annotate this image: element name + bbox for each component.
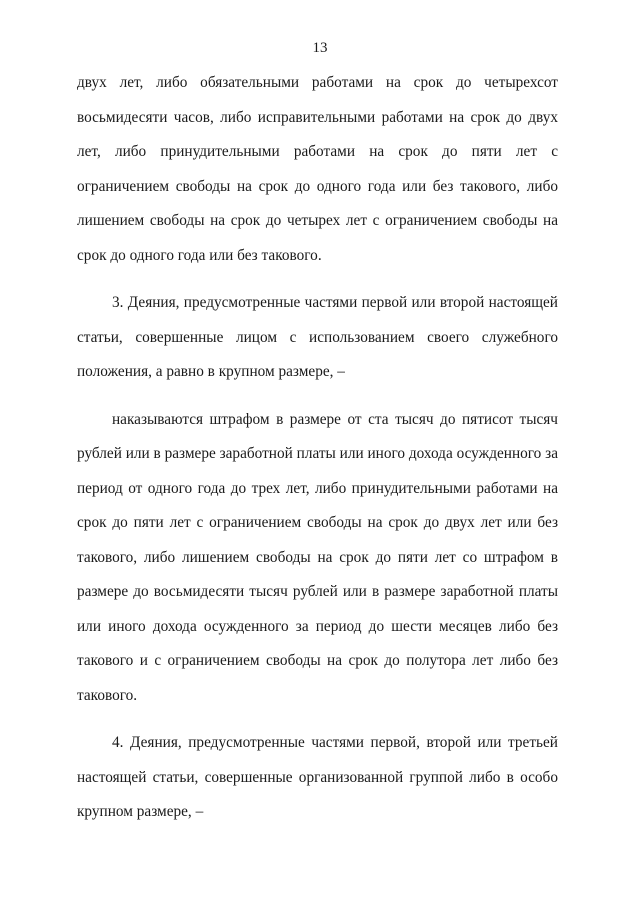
paragraph-continuation: двух лет, либо обязательными работами на срок до четырехсот восьмидесяти часов, либо исправительными работами на срок до двух лет, либо принудительными работами на срок до пяти лет с ограничением свободы на срок до одного года или без такового, либо лишением свободы на срок до четырех лет с ограничением свободы на срок до одного года или без такового.: [77, 74, 558, 264]
page-number: 13: [312, 40, 328, 56]
paragraph-part-4: 4. Деяния, предусмотренные частями первой, второй или третьей настоящей статьи, совершенные организованной группой либо в особо крупном размере, –: [77, 734, 558, 820]
paragraph-penalty-part-3: наказываются штрафом в размере от ста тысяч до пятисот тысяч рублей или в размере заработной платы или иного дохода осужденного за период от одного года до трех лет, либо принудительными работами на срок до пяти лет с ограничением свободы на срок до двух лет или без такового, либо лишением свободы на срок до пяти лет со штрафом в размере до восьмидесяти тысяч рублей или в размере заработной платы или иного дохода осужденного за период до шести месяцев либо без такового и с ограничением свободы на срок до полутора лет либо без такового.: [77, 410, 558, 704]
paragraph-part-3: 3. Деяния, предусмотренные частями первой или второй настоящей статьи, совершенные лицом с использованием своего служебного положения, а равно в крупном размере, –: [77, 294, 558, 380]
document-body: [77, 66, 558, 830]
